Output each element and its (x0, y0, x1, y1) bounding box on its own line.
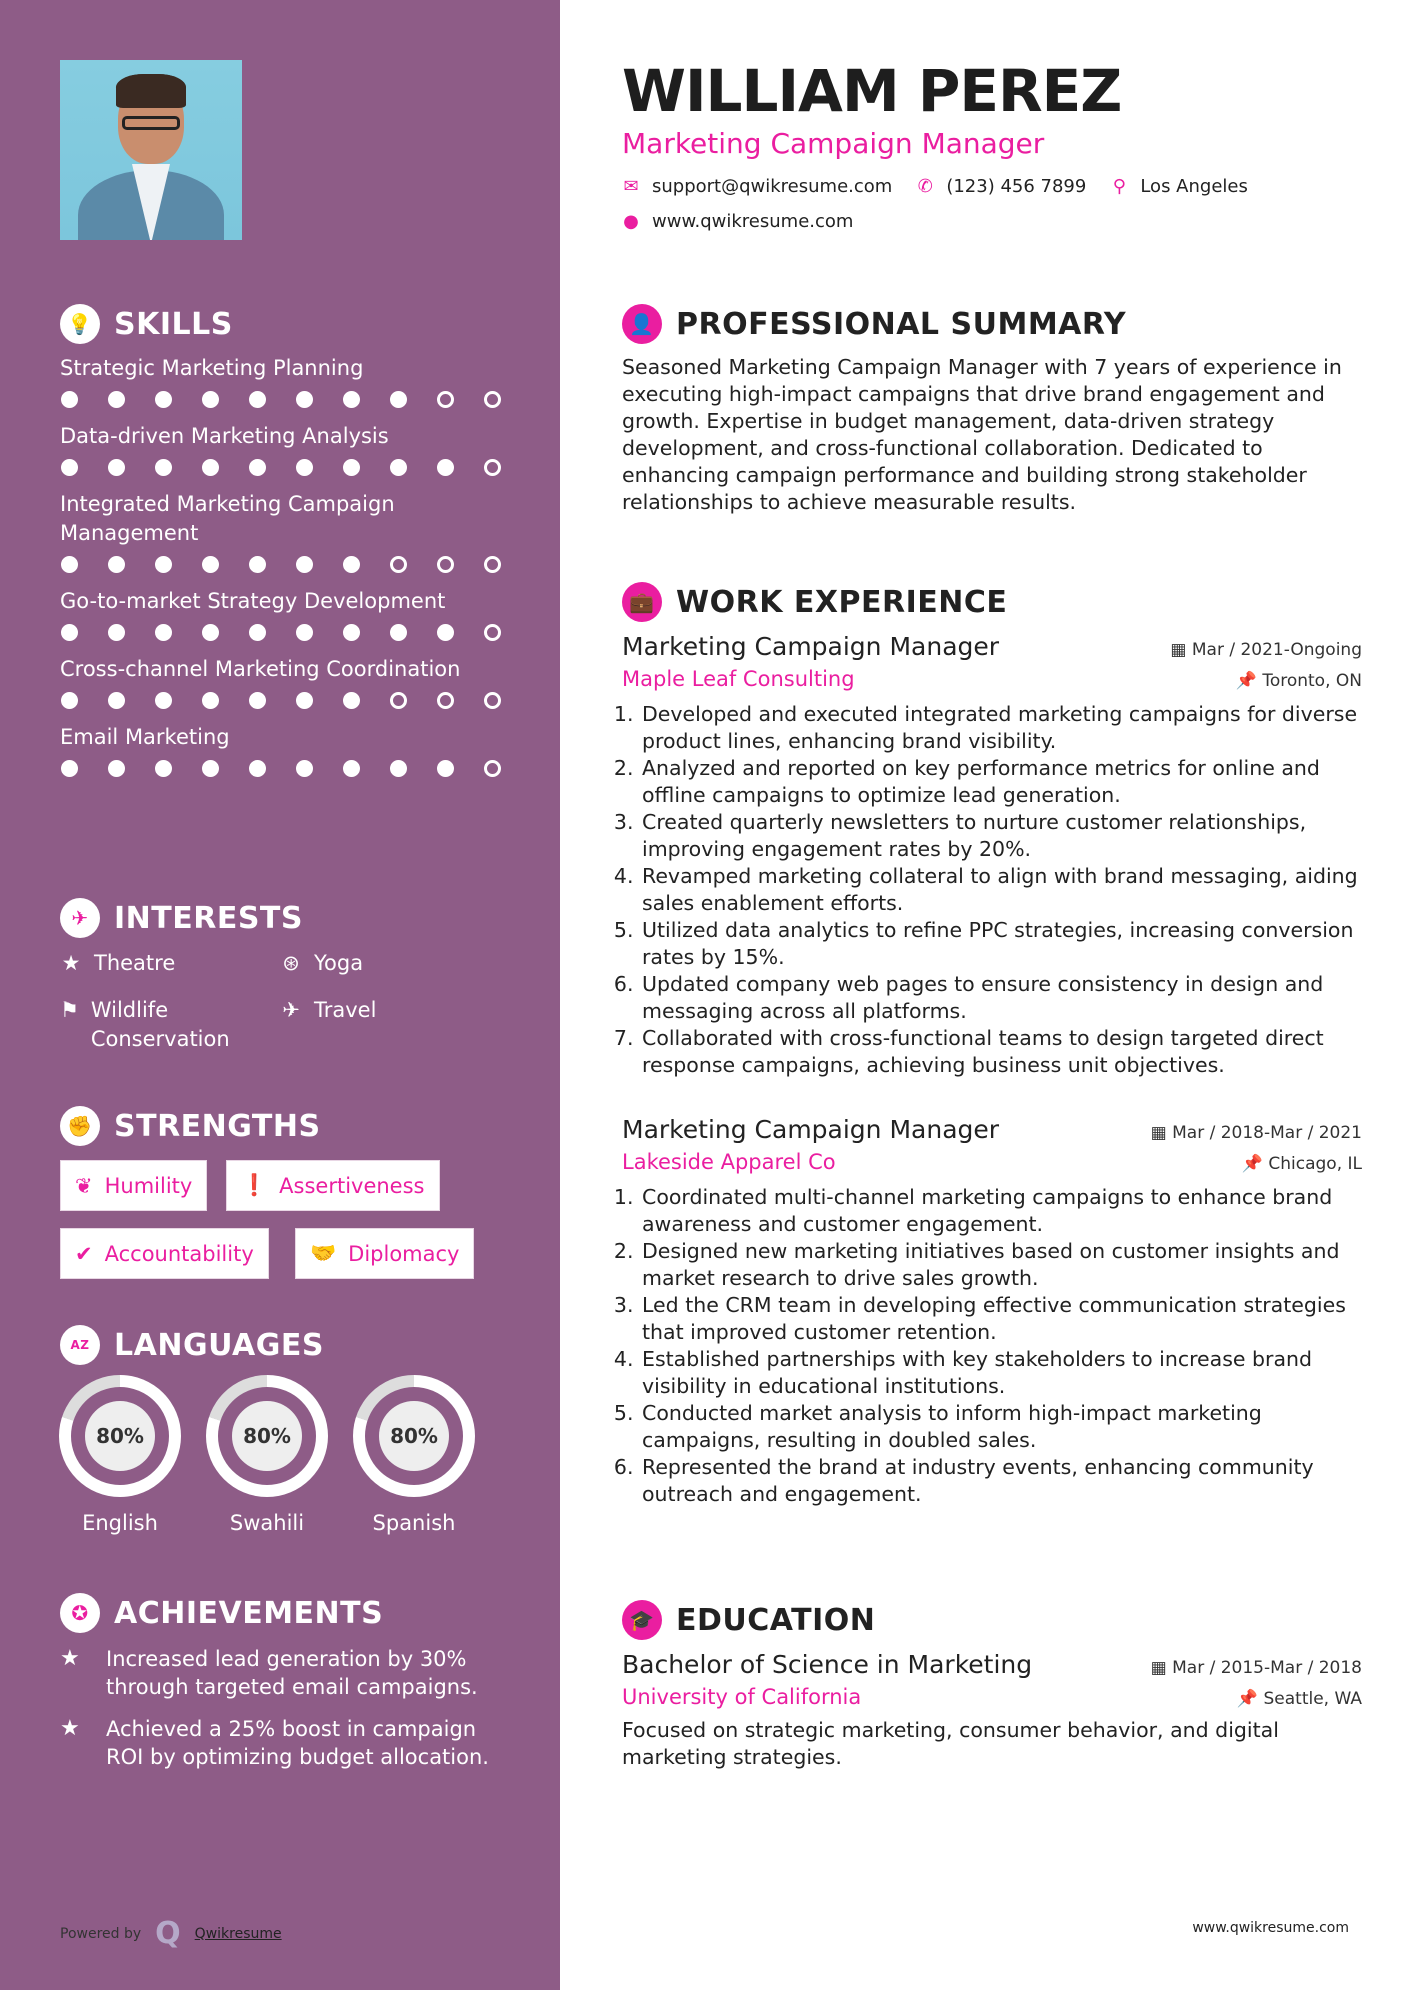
education-description: Focused on strategic marketing, consumer behavior, and digital marketing strategies. (622, 1718, 1279, 1769)
rating-dot-filled (343, 624, 360, 641)
dates-text: Mar / 2018-Mar / 2021 (1172, 1123, 1362, 1143)
powered-by-label: Powered by (60, 1925, 142, 1942)
pushpin-icon: 📌 (1235, 671, 1263, 691)
phone-icon: ✆ (917, 176, 933, 197)
location: Los Angeles (1140, 176, 1248, 197)
skills-heading (60, 304, 501, 344)
rating-dot-filled (249, 760, 266, 777)
briefcase-icon: 💼 (622, 582, 662, 622)
experience-heading (622, 582, 1362, 622)
rating-dot-filled (390, 459, 407, 476)
job-bullet: 1. Developed and executed integrated marketing campaigns for diverse product lines, enhancing brand visibility. (640, 701, 1362, 755)
rating-dot-filled (249, 556, 266, 573)
rating-dot-empty (484, 556, 501, 573)
interest-label: Yoga (314, 951, 364, 975)
summary-section (622, 304, 1362, 516)
interest-item (60, 949, 175, 978)
exclamation-icon: ❗ (241, 1173, 268, 1197)
strength-tag (60, 1228, 269, 1279)
rating-dot-filled (437, 624, 454, 641)
rating-dot-filled (155, 760, 172, 777)
rating-dot-filled (296, 459, 313, 476)
powered-by (60, 1916, 282, 1951)
lifebuoy-icon: ⊛ (282, 951, 300, 975)
job-location (1242, 1154, 1362, 1174)
star-icon: ★ (61, 951, 81, 975)
rating-dot-empty (484, 624, 501, 641)
rating-dot-filled (202, 391, 219, 408)
skill-label: Integrated Marketing Campaign Management (60, 492, 395, 545)
skills-title: SKILLS (114, 306, 233, 342)
job-bullets (622, 701, 1362, 1079)
language-percent: 80% (232, 1401, 302, 1471)
interest-label: Wildlife Conservation (90, 998, 230, 1051)
language-progress-ring (59, 1375, 181, 1497)
translate-icon: AZ (60, 1325, 100, 1365)
skill-label: Data-driven Marketing Analysis (60, 424, 389, 448)
job-bullet: 4. Revamped marketing collateral to align with brand messaging, aiding sales enablement efforts. (640, 863, 1362, 917)
skill-rating (60, 624, 501, 641)
rating-dot-filled (108, 760, 125, 777)
education-header (622, 1650, 1362, 1679)
rating-dot-filled (343, 459, 360, 476)
handshake-icon: 🤝 (310, 1241, 337, 1265)
rating-dot-filled (61, 391, 78, 408)
user-icon: 👤 (622, 304, 662, 344)
job-bullet: 6. Updated company web pages to ensure consistency in design and messaging across all platforms. (640, 971, 1362, 1025)
rating-dot-empty (484, 692, 501, 709)
rating-dot-filled (108, 391, 125, 408)
strength-label: Accountability (104, 1241, 254, 1266)
degree: Bachelor of Science in Marketing (622, 1650, 1033, 1679)
strength-tag (60, 1160, 207, 1211)
summary-title: PROFESSIONAL SUMMARY (676, 306, 1127, 342)
location-text: Toronto, ON (1262, 671, 1362, 691)
rating-dot-filled (202, 624, 219, 641)
company-name: Lakeside Apparel Co (622, 1150, 836, 1174)
rating-dot-empty (390, 692, 407, 709)
job-entry (622, 1115, 1362, 1508)
job-bullet: 3. Created quarterly newsletters to nurture customer relationships, improving engagement rates by 20%. (640, 809, 1362, 863)
education-dates (1151, 1658, 1362, 1678)
header (622, 56, 1362, 232)
rating-dot-filled (249, 692, 266, 709)
experience-section (622, 582, 1362, 1508)
qwikresume-logo-icon: Q (155, 1916, 181, 1951)
rating-dot-filled (61, 760, 78, 777)
language-percent: 80% (379, 1401, 449, 1471)
job-role: Marketing Campaign Manager (622, 632, 1000, 661)
strength-label: Assertiveness (279, 1173, 425, 1198)
rating-dot-filled (343, 391, 360, 408)
leaf-icon: ❦ (75, 1173, 93, 1198)
shooting-star-icon: ★ (60, 1716, 80, 1741)
summary-text: Seasoned Marketing Campaign Manager with 7 years of experience in executing high-impact campaigns that drive brand engagement and growth. Expertise in budget management, data-driven strategy development, and cross-functional collaboration. Dedicated to enhancing campaign performance and building strong stakeholder relationships to achieve measurable results. (622, 355, 1342, 514)
rating-dot-empty (390, 556, 407, 573)
interest-item (280, 996, 376, 1025)
language-name: Spanish (372, 1511, 456, 1535)
achievement-text: Increased lead generation by 30% through targeted email campaigns. (106, 1647, 478, 1699)
job-bullets (622, 1184, 1362, 1508)
paper-plane-icon: ✈ (60, 898, 100, 938)
job-role: Marketing Campaign Manager (622, 1115, 1000, 1144)
company-name: Maple Leaf Consulting (622, 667, 855, 691)
shooting-star-icon: ★ (60, 1646, 80, 1671)
interests-section (60, 898, 303, 938)
interest-label: Theatre (94, 951, 176, 975)
achievement-text: Achieved a 25% boost in campaign ROI by optimizing budget allocation. (106, 1717, 489, 1769)
rating-dot-filled (249, 459, 266, 476)
calendar-icon: ▦ (1170, 640, 1192, 660)
skills-section (60, 304, 501, 791)
rating-dot-filled (343, 692, 360, 709)
rating-dot-filled (108, 692, 125, 709)
rating-dot-filled (202, 556, 219, 573)
education-heading (622, 1600, 1362, 1640)
strengths-title: STRENGTHS (114, 1108, 321, 1144)
language-name: English (82, 1511, 158, 1535)
achievement-item (60, 1645, 500, 1701)
rating-dot-filled (108, 556, 125, 573)
rating-dot-filled (296, 760, 313, 777)
achievements-section (60, 1593, 500, 1785)
rating-dot-filled (249, 624, 266, 641)
skill-rating (60, 692, 501, 709)
school: University of California (622, 1685, 862, 1709)
strength-tag (295, 1228, 474, 1279)
language-progress-ring (206, 1375, 328, 1497)
job-bullet: 5. Conducted market analysis to inform high-impact marketing campaigns, resulting in doubled sales. (640, 1400, 1362, 1454)
rating-dot-filled (61, 459, 78, 476)
job-header (622, 632, 1362, 661)
skill-label: Go-to-market Strategy Development (60, 589, 446, 613)
job-header (622, 1115, 1362, 1144)
lightbulb-icon: 💡 (60, 304, 100, 344)
skill-rating (60, 459, 501, 476)
rating-dot-filled (108, 459, 125, 476)
job-bullet: 2. Designed new marketing initiatives based on customer insights and market research to drive sales growth. (640, 1238, 1362, 1292)
achievement-item (60, 1715, 500, 1771)
rating-dot-filled (390, 391, 407, 408)
job-bullet: 6. Represented the brand at industry events, enhancing community outreach and engagement. (640, 1454, 1362, 1508)
calendar-icon: ▦ (1150, 1658, 1173, 1678)
job-entry (622, 632, 1362, 1079)
fist-icon: ✊ (60, 1106, 100, 1146)
skill-label: Cross-channel Marketing Coordination (60, 657, 461, 681)
contact-row (622, 176, 1362, 197)
job-bullet: 5. Utilized data analytics to refine PPC strategies, increasing conversion rates by 15%. (640, 917, 1362, 971)
job-title: Marketing Campaign Manager (622, 127, 1045, 160)
skill-label: Email Marketing (60, 725, 230, 749)
skill-rating (60, 556, 501, 573)
rating-dot-filled (296, 624, 313, 641)
rating-dot-filled (343, 556, 360, 573)
map-pin-icon: ⚲ (1112, 176, 1126, 197)
skills-list (60, 354, 501, 777)
candidate-name: WILLIAM PEREZ (622, 57, 1122, 125)
experience-title: WORK EXPERIENCE (676, 584, 1008, 620)
plane-icon: ✈ (282, 998, 300, 1022)
skill-label: Strategic Marketing Planning (60, 356, 364, 380)
skill-rating (60, 760, 501, 777)
strength-tag (226, 1160, 440, 1211)
star-badge-icon: ✪ (60, 1593, 100, 1633)
qwikresume-link[interactable]: Qwikresume (194, 1925, 282, 1942)
check-circle-icon: ✔ (75, 1241, 93, 1266)
dates-text: Mar / 2015-Mar / 2018 (1172, 1658, 1362, 1678)
achievements-heading (60, 1593, 500, 1633)
rating-dot-filled (155, 459, 172, 476)
rating-dot-filled (296, 391, 313, 408)
job-dates (1151, 1123, 1362, 1143)
email[interactable]: support@qwikresume.com (652, 176, 893, 197)
rating-dot-filled (61, 624, 78, 641)
rating-dot-empty (437, 692, 454, 709)
rating-dot-empty (437, 556, 454, 573)
job-bullet: 1. Coordinated multi-channel marketing campaigns to enhance brand awareness and customer engagement. (640, 1184, 1362, 1238)
profile-photo (60, 60, 242, 240)
language-progress-ring (353, 1375, 475, 1497)
job-bullet: 3. Led the CRM team in developing effective communication strategies that improved customer retention. (640, 1292, 1362, 1346)
languages-section (60, 1325, 324, 1365)
education-location (1237, 1689, 1362, 1709)
rating-dot-filled (202, 459, 219, 476)
phone: (123) 456 7899 (946, 176, 1087, 197)
graduation-icon: 🎓 (622, 1600, 662, 1640)
rating-dot-filled (296, 556, 313, 573)
rating-dot-filled (390, 760, 407, 777)
rating-dot-empty (484, 760, 501, 777)
strengths-section (60, 1106, 321, 1146)
interests-title: INTERESTS (114, 900, 303, 936)
pushpin-icon: 📌 (1241, 1154, 1269, 1174)
rating-dot-empty (437, 391, 454, 408)
rating-dot-filled (155, 692, 172, 709)
achievements-title: ACHIEVEMENTS (114, 1595, 384, 1631)
globe-icon: ● (623, 211, 639, 232)
rating-dot-filled (61, 692, 78, 709)
interest-item (280, 949, 363, 978)
job-bullet: 4. Established partnerships with key stakeholders to increase brand visibility in educational institutions. (640, 1346, 1362, 1400)
rating-dot-filled (249, 391, 266, 408)
job-subheader (622, 1150, 1362, 1174)
rating-dot-empty (484, 459, 501, 476)
education-section (622, 1600, 1362, 1771)
language-percent: 80% (85, 1401, 155, 1471)
interest-label: Travel (314, 998, 377, 1022)
rating-dot-filled (61, 556, 78, 573)
interests-heading (60, 898, 303, 938)
rating-dot-empty (484, 391, 501, 408)
job-list (622, 632, 1362, 1508)
job-bullet: 7. Collaborated with cross-functional teams to design targeted direct response campaigns, achieving business unit objectives. (640, 1025, 1362, 1079)
rating-dot-filled (155, 556, 172, 573)
job-dates (1170, 640, 1362, 660)
flag-icon: ⚑ (60, 998, 79, 1022)
job-subheader (622, 667, 1362, 691)
skill-rating (60, 391, 501, 408)
calendar-icon: ▦ (1150, 1123, 1173, 1143)
footer-website[interactable]: www.qwikresume.com (1192, 1920, 1349, 1936)
dates-text: Mar / 2021-Ongoing (1191, 640, 1362, 660)
rating-dot-filled (155, 391, 172, 408)
strength-label: Diplomacy (348, 1241, 460, 1266)
rating-dot-filled (108, 624, 125, 641)
website-row (622, 211, 1362, 232)
summary-heading (622, 304, 1362, 344)
rating-dot-filled (437, 760, 454, 777)
rating-dot-filled (343, 760, 360, 777)
education-subheader (622, 1685, 1362, 1709)
location-text: Chicago, IL (1268, 1154, 1362, 1174)
job-bullet: 2. Analyzed and reported on key performance metrics for online and offline campaigns to optimize lead generation. (640, 755, 1362, 809)
pushpin-icon: 📌 (1236, 1689, 1264, 1709)
location-text: Seattle, WA (1263, 1689, 1362, 1709)
education-title: EDUCATION (676, 1602, 876, 1638)
languages-heading (60, 1325, 324, 1365)
envelope-icon: ✉ (623, 176, 639, 197)
website[interactable]: www.qwikresume.com (652, 211, 854, 232)
languages-title: LANGUAGES (114, 1327, 324, 1363)
job-location (1236, 671, 1362, 691)
language-name: Swahili (229, 1511, 305, 1535)
rating-dot-filled (390, 624, 407, 641)
rating-dot-filled (155, 624, 172, 641)
strengths-heading (60, 1106, 321, 1146)
sidebar (0, 0, 560, 1990)
interest-item (60, 996, 260, 1054)
rating-dot-filled (202, 692, 219, 709)
rating-dot-filled (202, 760, 219, 777)
strength-label: Humility (104, 1173, 193, 1198)
rating-dot-filled (437, 459, 454, 476)
rating-dot-filled (296, 692, 313, 709)
